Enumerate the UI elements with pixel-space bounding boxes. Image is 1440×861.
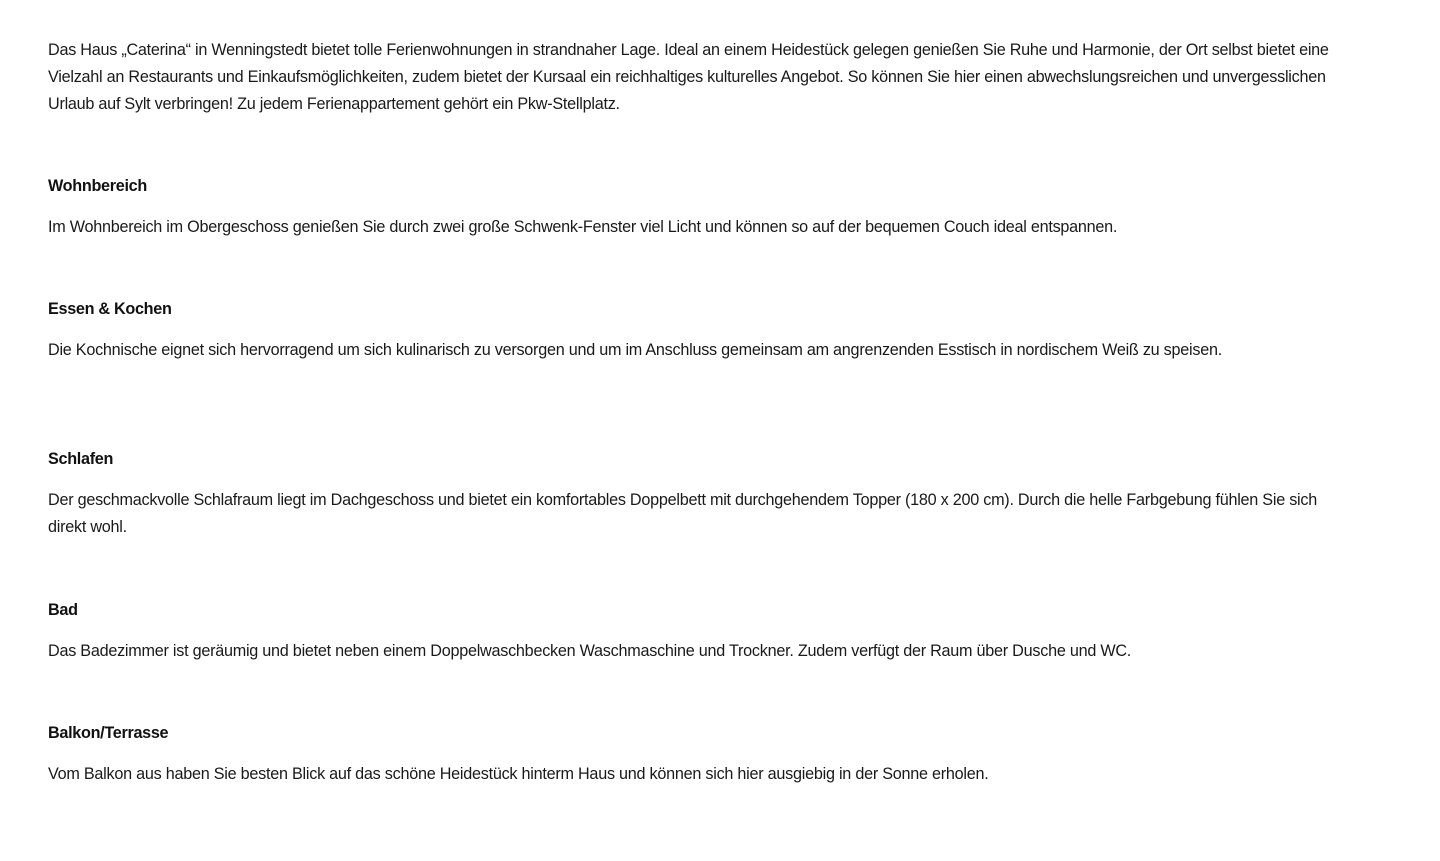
intro-paragraph: Das Haus „Caterina“ in Wenningstedt bietet tolle Ferienwohnungen in strandnaher Lage. Ideal an einem Heidestück gelegen genießen Sie Ruhe und Harmonie, der Ort selbst bietet eine Vielzahl an Restaurants und Einkaufsmöglichkeiten, zudem bietet der Kursaal ein reichhaltiges kulturelles Angebot. So können Sie hier einen abwechslungsreichen und unvergesslichen Urlaub auf Sylt verbringen! Zu jedem Ferienappartement gehört ein Pkw-Stellplatz. [48, 41, 1329, 113]
section-body-bad: Das Badezimmer ist geräumig und bietet neben einem Doppelwaschbecken Waschmaschine und Trockner. Zudem verfügt der Raum über Dusche und WC. [48, 642, 1132, 660]
section-body-wohnbereich: Im Wohnbereich im Obergeschoss genießen Sie durch zwei große Schwenk-Fenster viel Licht und können so auf der bequemen Couch ideal entspannen. [48, 218, 1118, 236]
section-body-essen-kochen: Die Kochnische eignet sich hervorragend um sich kulinarisch zu versorgen und um im Anschluss gemeinsam am angrenzenden Esstisch in nordischem Weiß zu speisen. [48, 341, 1222, 359]
section-heading-bad: Bad [48, 601, 78, 619]
section-heading-wohnbereich: Wohnbereich [48, 177, 147, 195]
section-heading-balkon-terrasse: Balkon/Terrasse [48, 724, 169, 742]
section-body-balkon-terrasse: Vom Balkon aus haben Sie besten Blick auf das schöne Heidestück hinterm Haus und können sich hier ausgiebig in der Sonne erholen. [48, 765, 989, 783]
section-body-schlafen: Der geschmackvolle Schlafraum liegt im Dachgeschoss und bietet ein komfortables Doppelbett mit durchgehendem Topper (180 x 200 cm). Durch die helle Farbgebung fühlen Sie sich direkt wohl. [48, 491, 1317, 536]
section-heading-essen-kochen: Essen & Kochen [48, 300, 172, 318]
section-heading-schlafen: Schlafen [48, 450, 114, 468]
